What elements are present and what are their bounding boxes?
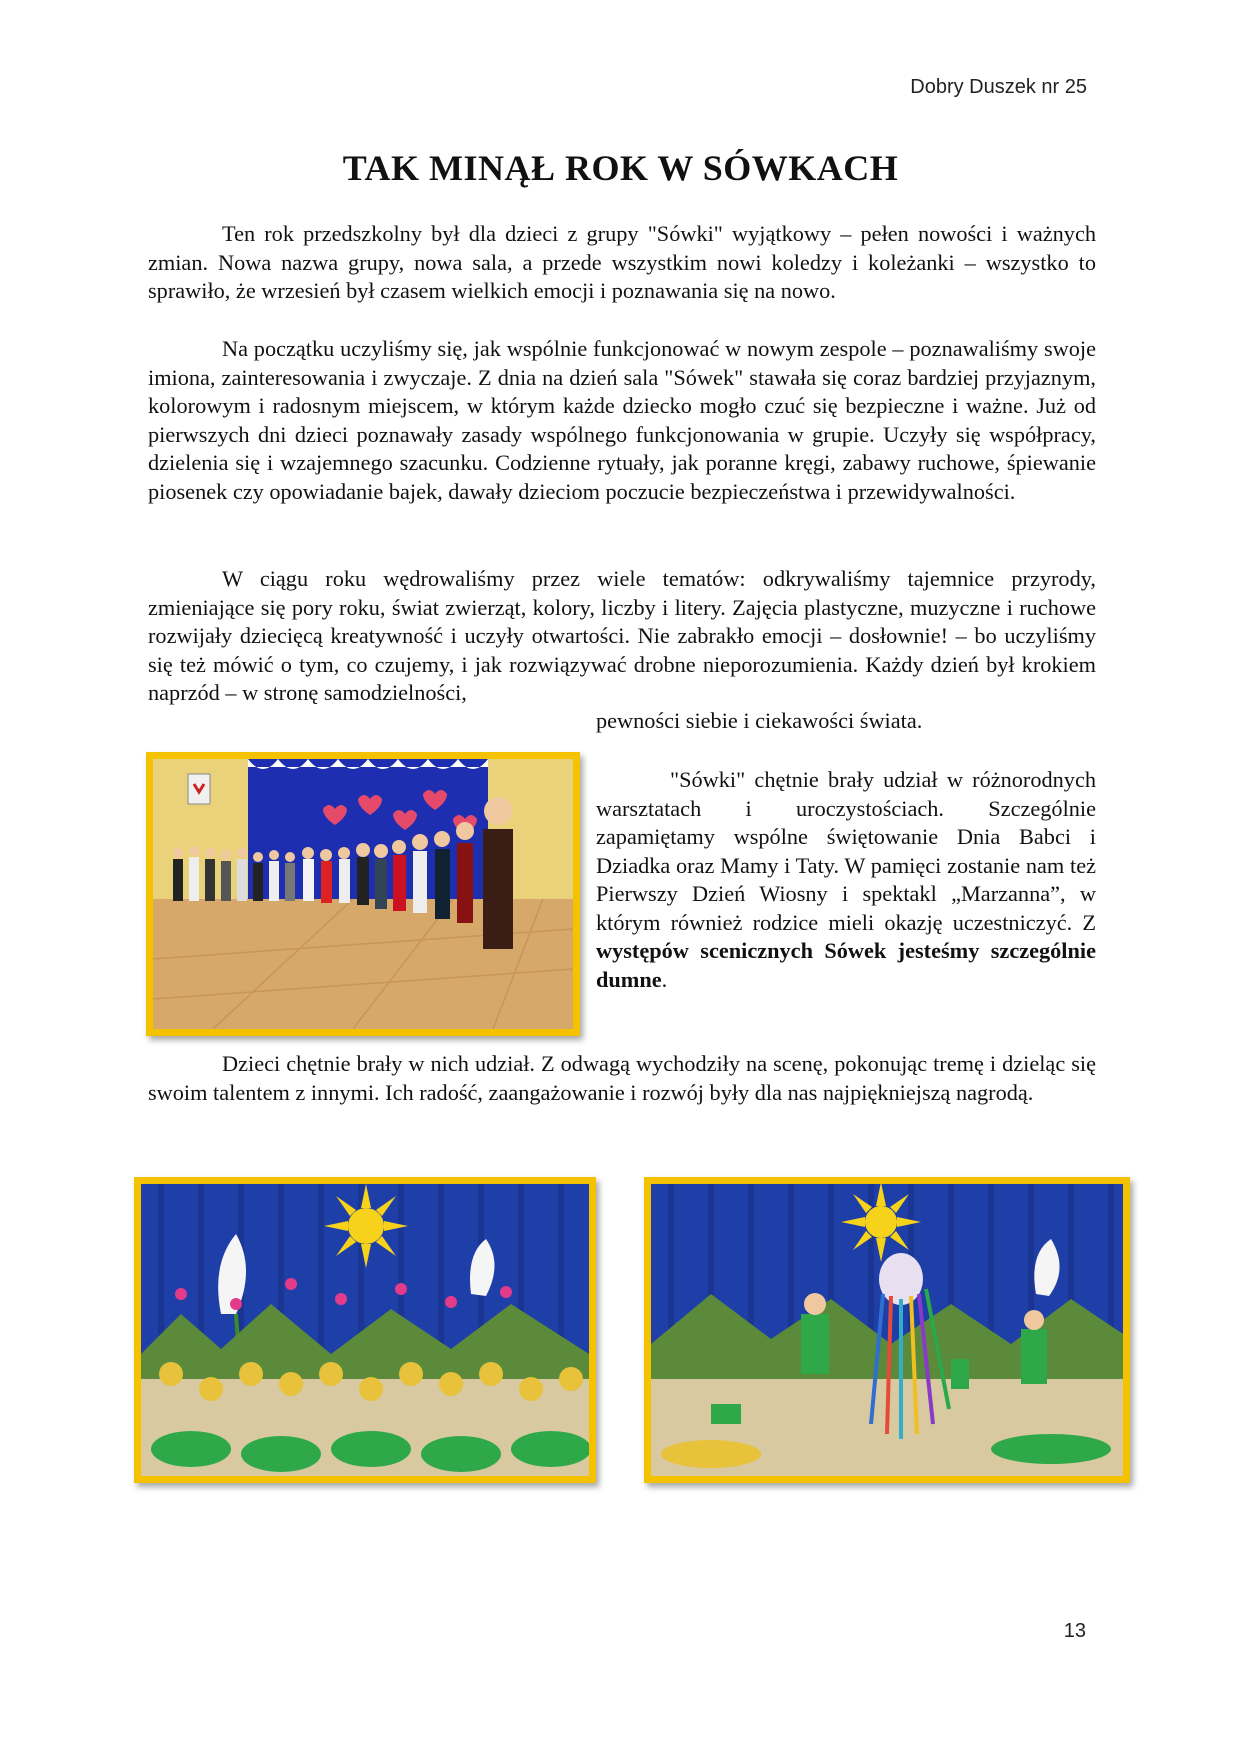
photo-children-in-hall bbox=[146, 752, 580, 1036]
page-number: 13 bbox=[1063, 1620, 1086, 1642]
paragraph-stage: Dzieci chętnie brały w nich udział. Z odwagą wychodziły na scenę, pokonując tremę i dzieląc się swoim talentem z innymi. Ich radość, zaangażowanie i rozwój były dla nas najpiękniejszą nagrodą. bbox=[148, 1051, 1096, 1105]
workshops-bold-text: występów scenicznych Sówek jesteśmy szczególnie dumne bbox=[596, 938, 1096, 992]
workshops-end: . bbox=[661, 966, 668, 992]
workshops-text: "Sówki" chętnie brały udział w różnorodnych warsztatach i uroczystościach. Szczególnie zapamiętamy wspólne świętowanie Dnia Babci i Dziadka oraz Mamy i Taty. W pamięci zostanie nam też Pierwszy Dzień Wiosny i spektakl „Marzanna”, w którym również rodzice mieli okazję uczestniczyć. Z bbox=[596, 767, 1096, 935]
paragraph-intro: Ten rok przedszkolny był dla dzieci z grupy "Sówki" wyjątkowy – pełen nowości i ważnych zmian. Nowa nazwa grupy, nowa sala, a przede wszystkim nowi koledzy i koleżanki – wszystko to sprawiło, że wrzesień był czasem wielkich emocji i poznawania się na nowo. bbox=[148, 221, 1096, 303]
paragraph-topics-last-line: pewności siebie i ciekawości świata. bbox=[596, 708, 923, 733]
publication-header: Dobry Duszek nr 25 bbox=[910, 76, 1087, 98]
page-title: TAK MINĄŁ ROK W SÓWKACH bbox=[342, 148, 899, 188]
photo-marzanna-play bbox=[644, 1177, 1130, 1483]
paragraph-workshops bbox=[596, 766, 1096, 994]
photo-spring-dance bbox=[134, 1177, 596, 1483]
paragraph-topics: W ciągu roku wędrowaliśmy przez wiele tematów: odkrywaliśmy tajemnice przyrody, zmieniające się pory roku, świat zwierząt, kolory, liczby i litery. Zajęcia plastyczne, muzyczne i ruchowe rozwijały dziecięcą kreatywność i uczyły otwartości. Nie zabrakło emocji – dosłownie! – bo uczyliśmy się też mówić o tym, co czujemy, i jak rozwiązywać drobne nieporozumienia. Każdy dzień był krokiem naprzód – w stronę samodzielności, bbox=[148, 566, 1096, 705]
paragraph-beginning: Na początku uczyliśmy się, jak wspólnie funkcjonować w nowym zespole – poznawaliśmy swoje imiona, zainteresowania i zwyczaje. Z dnia na dzień sala "Sówek" stawała się coraz bardziej przyjaznym, kolorowym i radosnym miejscem, w którym każde dziecko mogło czuć się bezpieczne i ważne. Już od pierwszych dni dzieci poznawały zasady wspólnego funkcjonowania w grupie. Uczyły się współpracy, dzielenia się i wzajemnego szacunku. Codzienne rytuały, jak poranne kręgi, zabawy ruchowe, śpiewanie piosenek czy opowiadanie bajek, dawały dzieciom poczucie bezpieczeństwa i przewidywalności. bbox=[148, 336, 1096, 504]
